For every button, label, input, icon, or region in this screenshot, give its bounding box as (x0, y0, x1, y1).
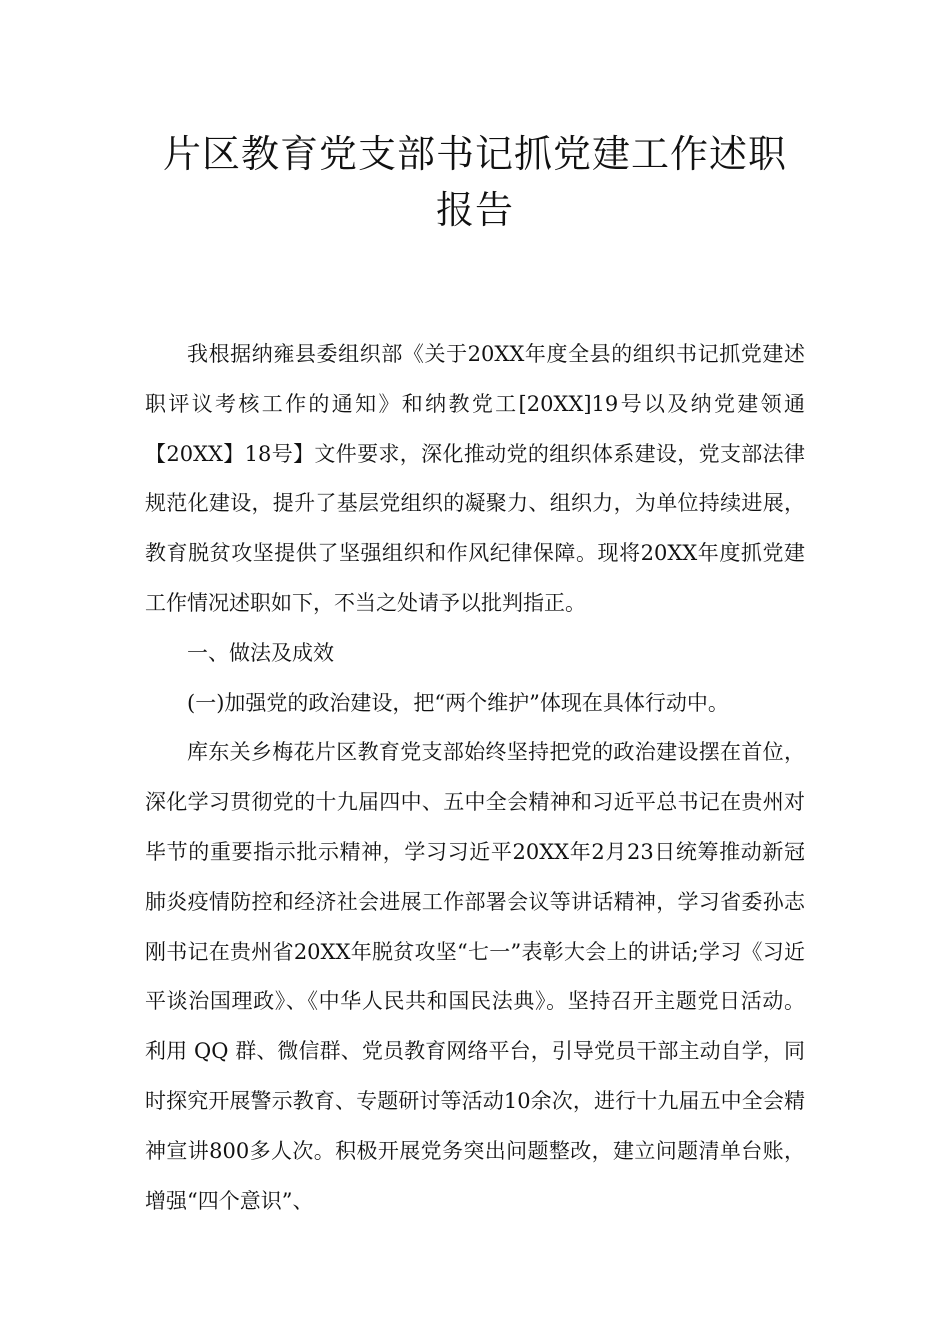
body-paragraph: 库东关乡梅花片区教育党支部始终坚持把党的政治建设摆在首位，深化学习贯彻党的十九届四中、五中全会精神和习近平总书记在贵州对毕节的重要指示批示精神，学习习近平20XX年2月23日统筹推动新冠肺炎疫情防控和经济社会进展工作部署会议等讲话精神，学习省委孙志刚书记在贵州省20XX年脱贫攻坚“七一”表彰大会上的讲话;学习《习近平谈治国理政》、《中华人民共和国民法典》。坚持召开主题党日活动。利用 QQ 群、微信群、党员教育网络平台，引导党员干部主动自学，同时探究开展警示教育、专题研讨等活动10余次，进行十九届五中全会精神宣讲800多人次。积极开展党务突出问题整改，建立问题清单台账，增强“四个意识”、 (145, 740, 805, 1213)
intro-paragraph: 我根据纳雍县委组织部《关于20XX年度全县的组织书记抓党建述职评议考核工作的通知》和纳教党工[20XX]19号以及纳党建领通【20XX】18号】文件要求，深化推动党的组织体系建设，党支部法律规范化建设，提升了基层党组织的凝聚力、组织力，为单位持续进展，教育脱贫攻坚提供了坚强组织和作风纪律保障。现将20XX年度抓党建工作情况述职如下，不当之处请予以批判指正。 (145, 342, 805, 615)
section-heading: 一、做法及成效 (187, 640, 334, 665)
subsection-heading: (一)加强党的政治建设，把“两个维护”体现在具体行动中。 (187, 690, 729, 715)
document-body (145, 330, 805, 1226)
document-title: 片区教育党支部书记抓党建工作述职报告 (162, 132, 787, 232)
